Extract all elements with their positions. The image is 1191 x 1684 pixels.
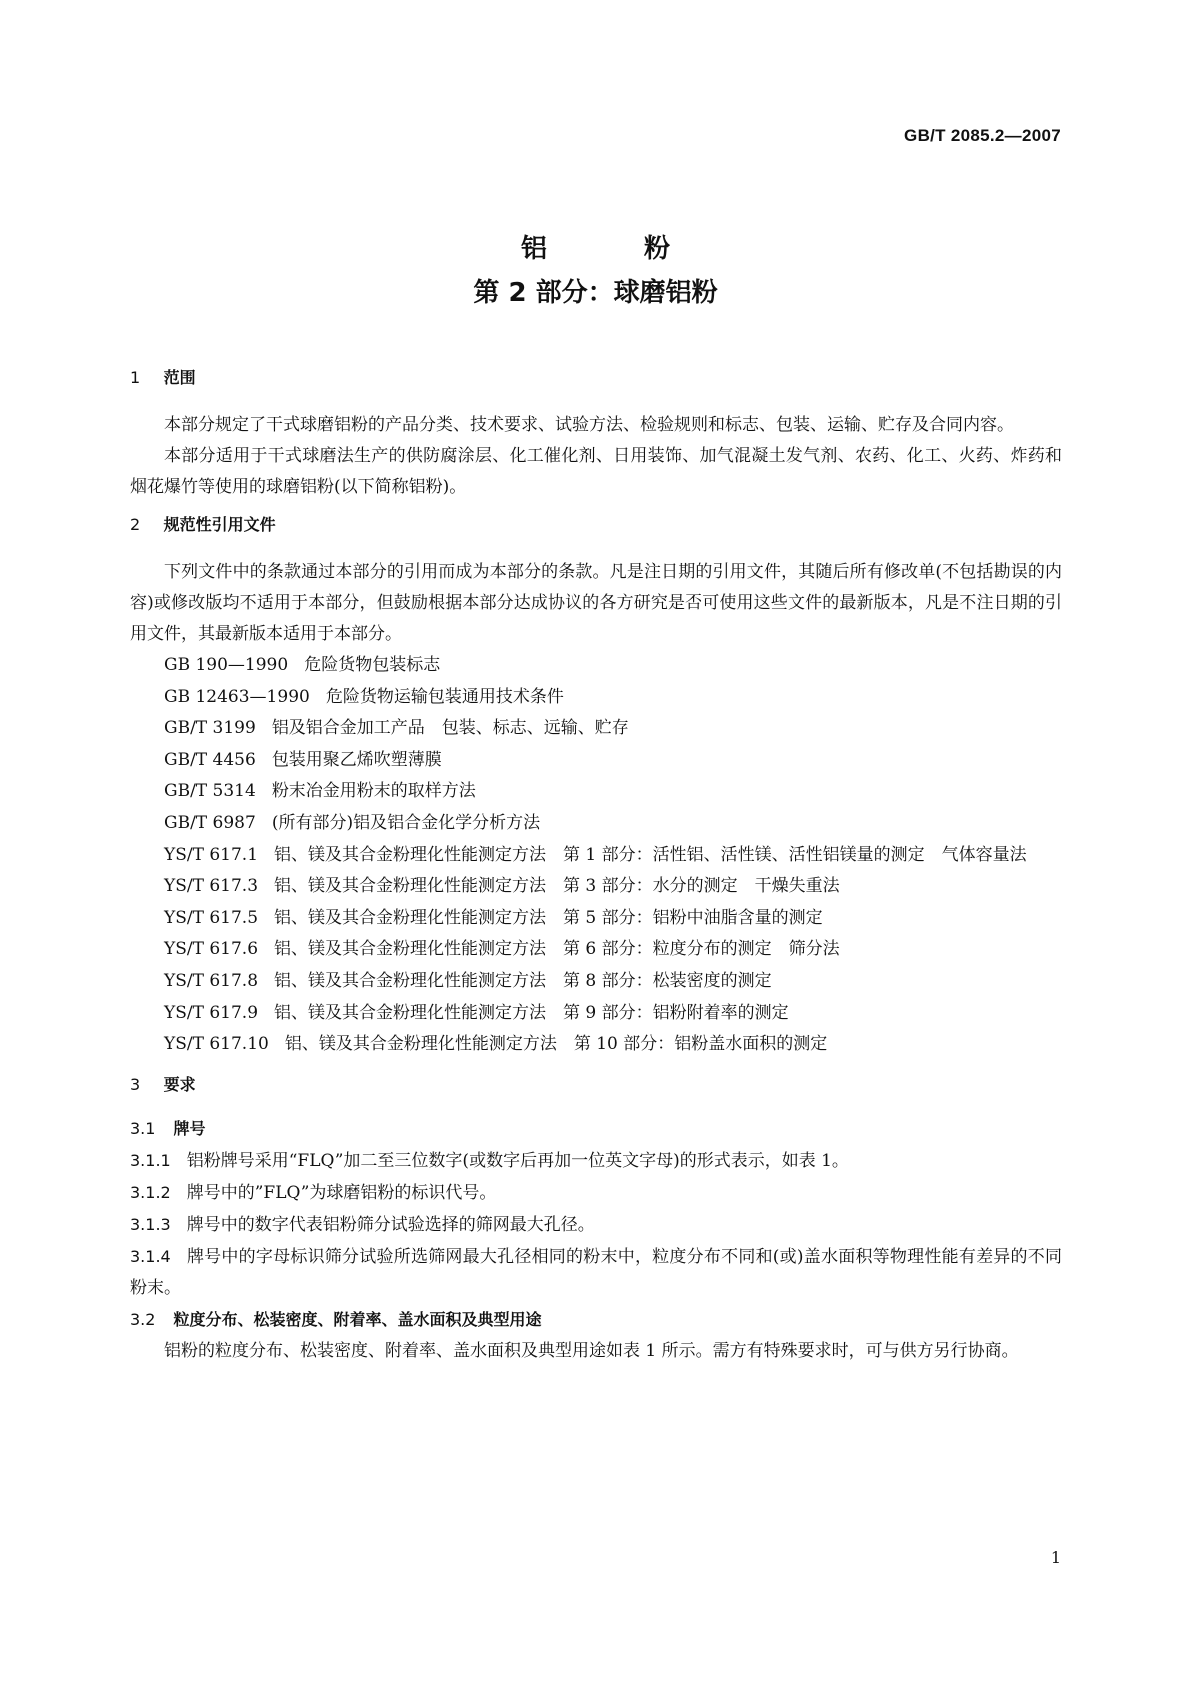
subsection-title: 粒度分布、松装密度、附着率、盖水面积及典型用途: [173, 1309, 542, 1329]
reference-title: 铝、镁及其合金粉理化性能测定方法 第 5 部分：铝粉中油脂含量的测定: [274, 907, 823, 928]
document-title: 铝 粉: [520, 234, 715, 264]
reference-title: 铝、镁及其合金粉理化性能测定方法 第 1 部分：活性铝、活性镁、活性铝镁量的测定 气体容量法: [274, 844, 1027, 865]
reference-title: 危险货物运输包装通用技术条件: [325, 686, 564, 707]
subsection-heading-particle-size: [130, 1304, 1062, 1336]
reference-item: [130, 840, 1062, 872]
section-heading-requirements: [130, 1073, 1062, 1097]
reference-code: GB 12463—1990: [164, 686, 310, 707]
reference-item: [130, 745, 1062, 777]
subsection-number: 3.1: [130, 1118, 156, 1138]
reference-code: GB/T 3199: [164, 718, 256, 739]
clause: [130, 1145, 1062, 1177]
reference-list: [130, 650, 1062, 1061]
reference-code: YS/T 617.1: [164, 844, 259, 865]
reference-title: 铝、镁及其合金粉理化性能测定方法 第 6 部分：粒度分布的测定 筛分法: [274, 939, 840, 960]
clause-number: 3.1.1: [130, 1150, 171, 1170]
paragraph: 下列文件中的条款通过本部分的引用而成为本部分的条款。凡是注日期的引用文件，其随后所有修改单(不包括勘误的内容)或修改版均不适用于本部分，但鼓励根据本部分达成协议的各方研究是否可使用这些文件的最新版本，凡是不注日期的引用文件，其最新版本适用于本部分。: [130, 562, 1062, 644]
reference-item: [130, 650, 1062, 682]
reference-code: YS/T 617.9: [164, 1002, 259, 1023]
reference-title: 危险货物包装标志: [304, 655, 441, 675]
reference-code: GB 190—1990: [164, 655, 289, 675]
clause-text: 牌号中的”FLQ”为球磨铝粉的标识代号。: [186, 1182, 497, 1203]
paragraph: 铝粉的粒度分布、松装密度、附着率、盖水面积及典型用途如表 1 所示。需方有特殊要求时，可与供方另行协商。: [164, 1340, 1019, 1361]
clause-text: 牌号中的字母标识筛分试验所选筛网最大孔径相同的粉末中，粒度分布不同和(或)盖水面积等物理性能有差异的不同粉末。: [130, 1246, 1062, 1298]
clause: [130, 1241, 1062, 1304]
reference-title: (所有部分)铝及铝合金化学分析方法: [271, 812, 541, 833]
reference-code: GB/T 5314: [164, 781, 256, 802]
reference-item: [130, 871, 1062, 903]
section-number: 3: [130, 1074, 141, 1094]
standard-code: GB/T 2085.2—2007: [904, 126, 1061, 145]
reference-title: 铝、镁及其合金粉理化性能测定方法 第 10 部分：铝粉盖水面积的测定: [284, 1034, 828, 1055]
reference-code: GB/T 4456: [164, 749, 256, 770]
reference-code: YS/T 617.6: [164, 939, 259, 960]
clause-text: 铝粉牌号采用“FLQ”加二至三位数字(或数字后再加一位英文字母)的形式表示，如表 1。: [186, 1150, 849, 1171]
subsection-number: 3.2: [130, 1309, 156, 1329]
reference-item: [130, 682, 1062, 714]
reference-code: YS/T 617.8: [164, 970, 259, 991]
subsection-heading-grade: [130, 1113, 1062, 1145]
reference-item: [130, 903, 1062, 935]
reference-item: [130, 966, 1062, 998]
section-title: 规范性引用文件: [163, 515, 276, 534]
reference-title: 粉末冶金用粉末的取样方法: [271, 781, 476, 802]
section-title: 范围: [163, 368, 196, 387]
reference-code: GB/T 6987: [164, 812, 256, 833]
reference-item: [130, 998, 1062, 1030]
page-number: 1: [1050, 1548, 1061, 1567]
document-subtitle: 第 2 部分：球磨铝粉: [473, 278, 718, 308]
section-heading-normative-references: [130, 513, 1062, 537]
section-number: 1: [130, 368, 141, 387]
reference-code: YS/T 617.10: [164, 1034, 269, 1055]
reference-item: [130, 1029, 1062, 1061]
reference-title: 铝、镁及其合金粉理化性能测定方法 第 9 部分：铝粉附着率的测定: [274, 1002, 789, 1023]
section-number: 2: [130, 515, 141, 534]
reference-code: YS/T 617.5: [164, 907, 259, 928]
reference-item: [130, 808, 1062, 840]
clause: [130, 1209, 1062, 1241]
reference-title: 铝及铝合金加工产品 包装、标志、远输、贮存: [271, 718, 629, 739]
clause-number: 3.1.2: [130, 1182, 171, 1202]
section-heading-scope: [130, 366, 1062, 390]
clause-number: 3.1.3: [130, 1214, 171, 1234]
reference-item: [130, 776, 1062, 808]
reference-title: 铝、镁及其合金粉理化性能测定方法 第 3 部分：水分的测定 干燥失重法: [274, 876, 840, 897]
document-body: [130, 366, 1062, 1367]
reference-title: 铝、镁及其合金粉理化性能测定方法 第 8 部分：松装密度的测定: [274, 970, 772, 991]
reference-item: [130, 934, 1062, 966]
clause: [130, 1177, 1062, 1209]
subsection-title: 牌号: [173, 1118, 206, 1138]
reference-item: [130, 713, 1062, 745]
reference-title: 包装用聚乙烯吹塑薄膜: [271, 749, 442, 770]
clause-text: 牌号中的数字代表铝粉筛分试验选择的筛网最大孔径。: [186, 1214, 595, 1235]
section-title: 要求: [163, 1074, 196, 1094]
reference-code: YS/T 617.3: [164, 876, 259, 897]
paragraph: 本部分适用于干式球磨法生产的供防腐涂层、化工催化剂、日用装饰、加气混凝土发气剂、农药、化工、火药、炸药和烟花爆竹等使用的球磨铝粉(以下简称铝粉)。: [130, 446, 1062, 497]
paragraph: 本部分规定了干式球磨铝粉的产品分类、技术要求、试验方法、检验规则和标志、包装、运输、贮存及合同内容。: [164, 415, 1014, 435]
clause-number: 3.1.4: [130, 1246, 171, 1266]
